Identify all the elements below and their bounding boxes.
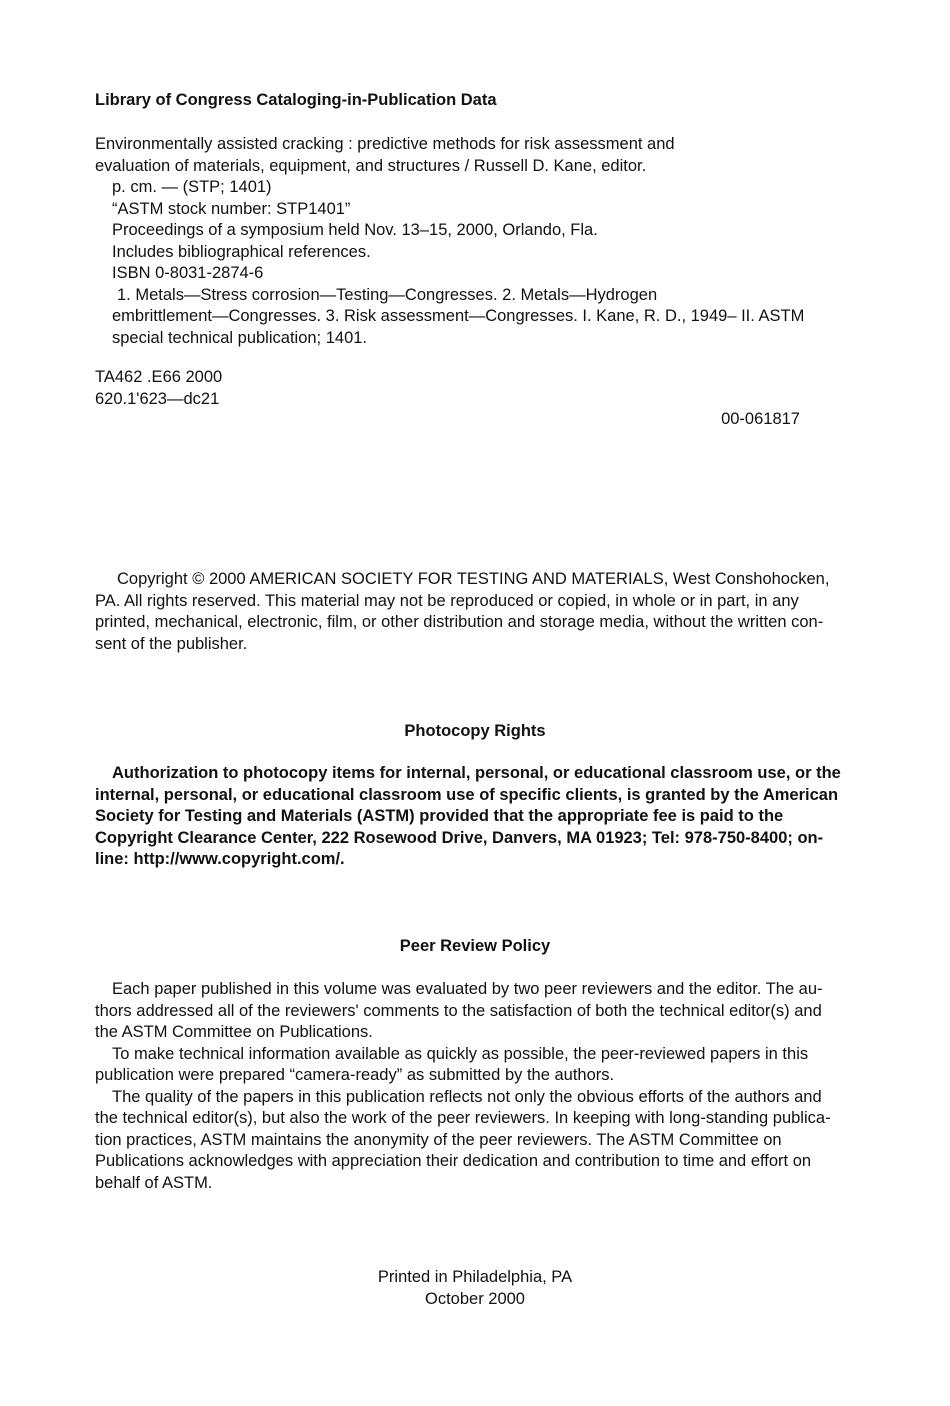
call-number: TA462 .E66 2000 (95, 368, 223, 386)
peer-line-6: The quality of the papers in this publication reflects not only the obvious efforts of the authors and (112, 1087, 822, 1106)
copyright-line-2: PA. All rights reserved. This material may not be reproduced or copied, in whole or in part, in any (95, 591, 799, 610)
cip-record (95, 134, 855, 349)
photocopy-line-5: line: http://www.copyright.com/. (95, 850, 345, 868)
photocopy-rights-text (95, 763, 855, 871)
cip-bibliography-note: Includes bibliographical references. (112, 242, 371, 261)
peer-line-7: the technical editor(s), but also the work of the peer reviewers. In keeping with long-standing publica- (95, 1109, 831, 1127)
copyright-notice (95, 569, 855, 655)
cip-heading: Library of Congress Cataloging-in-Publication Data (95, 91, 497, 109)
lccn: 00-061817 (721, 410, 800, 428)
peer-line-2: thors addressed all of the reviewers' comments to the satisfaction of both the technical editor(s) and (95, 1001, 822, 1020)
peer-line-3: the ASTM Committee on Publications. (95, 1023, 373, 1041)
peer-line-5: publication were prepared “camera-ready” as submitted by the authors. (95, 1066, 615, 1084)
peer-review-heading: Peer Review Policy (399, 937, 551, 955)
cip-physical-description: p. cm. — (STP; 1401) (112, 178, 272, 196)
peer-line-10: behalf of ASTM. (95, 1173, 213, 1192)
photocopy-line-4: Copyright Clearance Center, 222 Rosewood Drive, Danvers, MA 01923; Tel: 978-750-8400; on- (95, 828, 824, 847)
cip-title-line-1: Environmentally assisted cracking : predictive methods for risk assessment and (95, 135, 675, 153)
peer-review-text (95, 979, 855, 1194)
cip-isbn: ISBN 0-8031-2874-6 (112, 264, 264, 282)
photocopy-line-1: Authorization to photocopy items for internal, personal, or educational classroom use, or the (112, 764, 841, 782)
classification-block (95, 367, 855, 410)
copyright-line-1: Copyright © 2000 AMERICAN SOCIETY FOR TESTING AND MATERIALS, West Conshohocken, (117, 570, 830, 588)
cip-proceedings-note: Proceedings of a symposium held Nov. 13–15, 2000, Orlando, Fla. (112, 221, 598, 239)
copyright-line-4: sent of the publisher. (95, 634, 248, 653)
printed-place: Printed in Philadelphia, PA (377, 1268, 573, 1286)
cip-subjects-line-1: 1. Metals—Stress corrosion—Testing—Congresses. 2. Metals—Hydrogen (117, 285, 658, 304)
peer-line-4: To make technical information available as quickly as possible, the peer-reviewed papers in this (112, 1044, 809, 1063)
printed-date: October 2000 (425, 1289, 525, 1308)
cip-title-line-2: evaluation of materials, equipment, and structures / Russell D. Kane, editor. (95, 156, 647, 175)
photocopy-line-3: Society for Testing and Materials (ASTM) provided that the appropriate fee is paid to the (95, 807, 784, 825)
photocopy-line-2: internal, personal, or educational classroom use of specific clients, is granted by the American (95, 785, 839, 804)
cip-subjects-line-3: special technical publication; 1401. (112, 328, 368, 347)
peer-line-9: Publications acknowledges with appreciation their dedication and contribution to time and effort on (95, 1152, 812, 1170)
cip-subjects-line-2: embrittlement—Congresses. 3. Risk assessment—Congresses. I. Kane, R. D., 1949– II. ASTM (112, 307, 805, 325)
cip-stock-number: “ASTM stock number: STP1401” (112, 199, 351, 218)
dewey-number: 620.1'623—dc21 (95, 389, 220, 408)
copyright-line-3: printed, mechanical, electronic, film, or other distribution and storage media, without the written con- (95, 613, 824, 631)
printed-info (0, 1267, 950, 1310)
peer-line-8: tion practices, ASTM maintains the anonymity of the peer reviewers. The ASTM Committee on (95, 1130, 782, 1149)
photocopy-rights-heading: Photocopy Rights (404, 722, 546, 740)
peer-line-1: Each paper published in this volume was evaluated by two peer reviewers and the editor. The au- (112, 980, 823, 998)
